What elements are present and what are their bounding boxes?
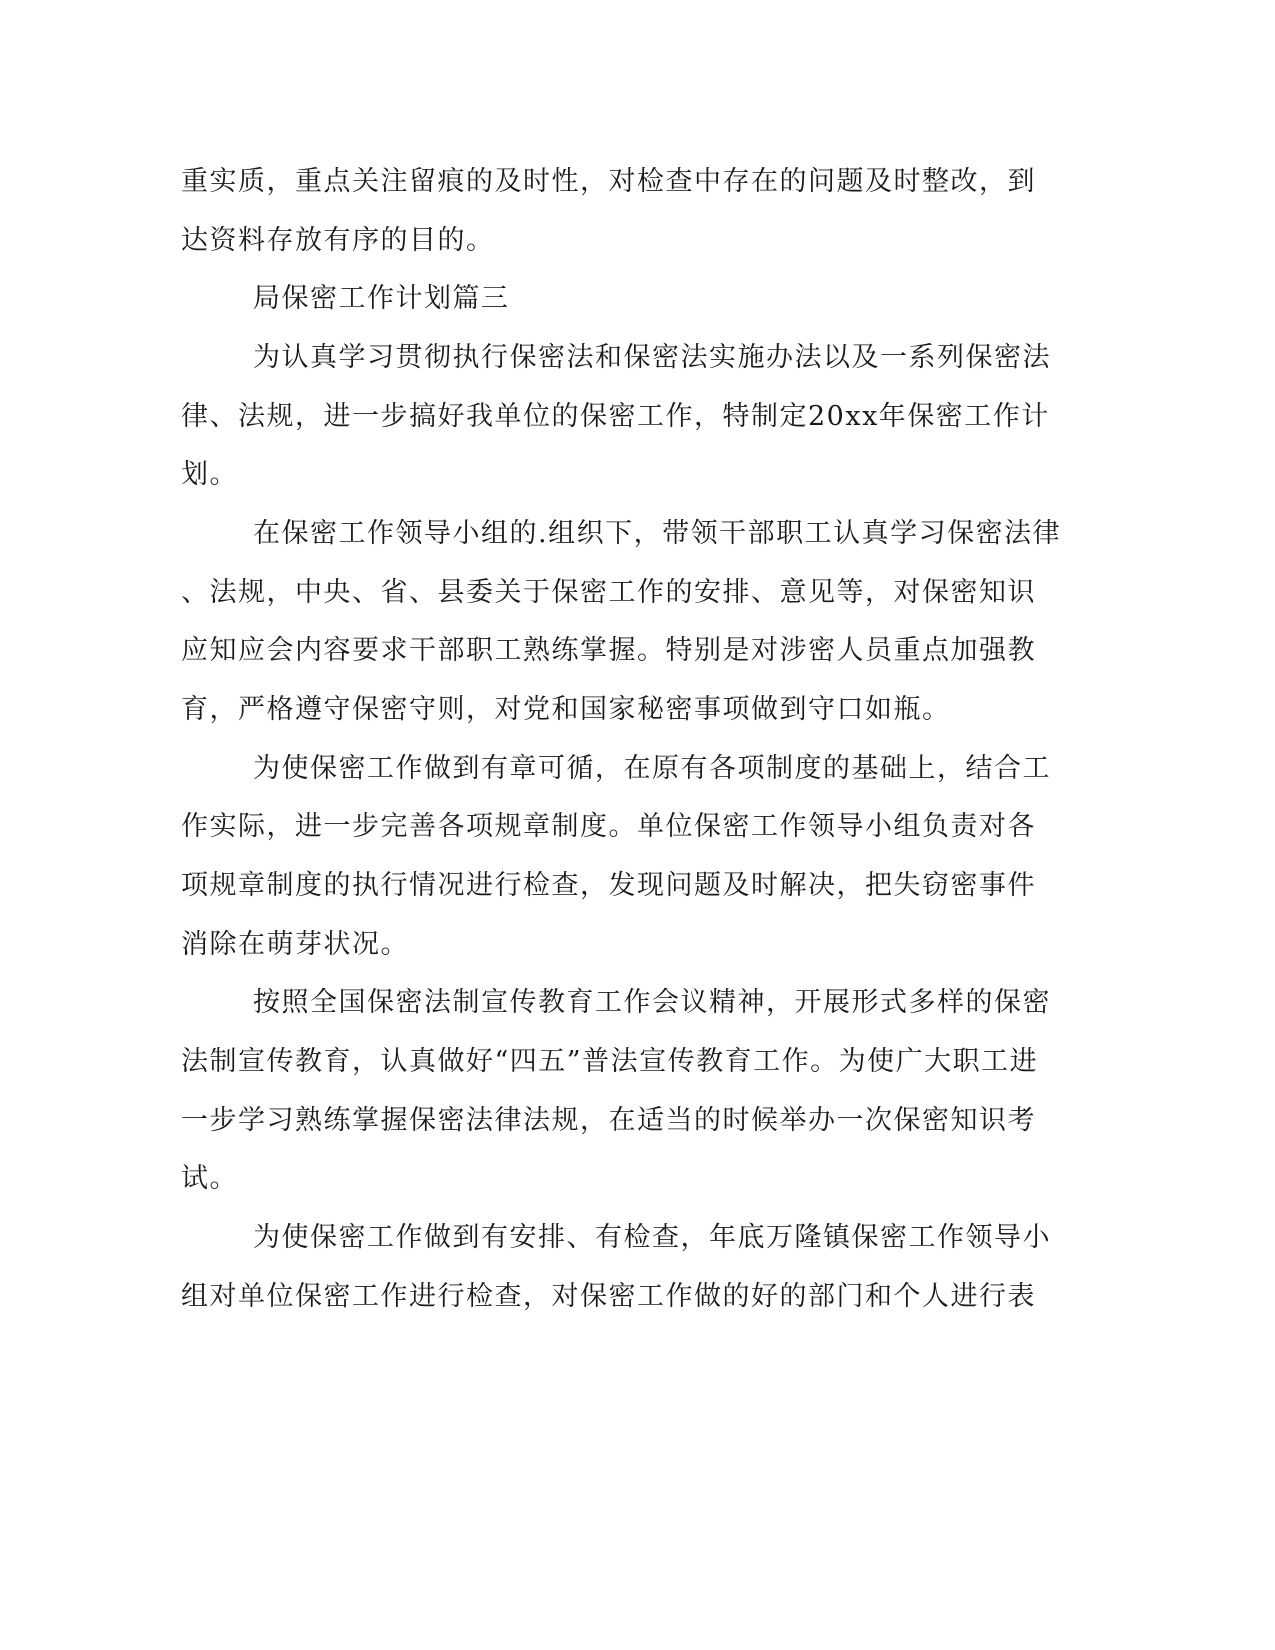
text-line: 法制宣传教育，认真做好“四五”普法宣传教育工作。为使广大职工进 <box>181 1046 1039 1077</box>
text-line: 一步学习熟练掌握保密法律法规，在适当的时候举办一次保密知识考 <box>181 1105 1036 1136</box>
text-line: 按照全国保密法制宣传教育工作会议精神，开展形式多样的保密 <box>253 987 1051 1018</box>
text-line: 育，严格遵守保密守则，对党和国家秘密事项做到守口如瓶。 <box>181 694 951 725</box>
text-line: 在保密工作领导小组的.组织下，带领干部职工认真学习保密法律 <box>253 518 1062 549</box>
text-line: 作实际，进一步完善各项规章制度。单位保密工作领导小组负责对各 <box>181 811 1036 842</box>
text-line: 消除在萌芽状况。 <box>181 929 409 960</box>
text-line: 律、法规，进一步搞好我单位的保密工作，特制定20xx年保密工作计 <box>181 401 1050 432</box>
text-line: 为使保密工作做到有章可循，在原有各项制度的基础上，结合工 <box>253 753 1051 784</box>
text-line: 应知应会内容要求干部职工熟练掌握。特别是对涉密人员重点加强教 <box>181 635 1036 666</box>
text-line: 达资料存放有序的目的。 <box>181 225 495 256</box>
text-line: 试。 <box>181 1163 238 1194</box>
text-line: 、法规，中央、省、县委关于保密工作的安排、意见等，对保密知识 <box>181 577 1036 608</box>
text-line: 项规章制度的执行情况进行检查，发现问题及时解决，把失窃密事件 <box>181 870 1036 901</box>
text-line: 为认真学习贯彻执行保密法和保密法实施办法以及一系列保密法 <box>253 342 1051 373</box>
section-heading: 局保密工作计划篇三 <box>253 283 510 314</box>
text-line: 为使保密工作做到有安排、有检查，年底万隆镇保密工作领导小 <box>253 1222 1051 1253</box>
text-line: 重实质，重点关注留痕的及时性，对检查中存在的问题及时整改，到 <box>181 166 1036 197</box>
text-line: 组对单位保密工作进行检查，对保密工作做的好的部门和个人进行表 <box>181 1281 1036 1312</box>
text-line: 划。 <box>181 459 238 490</box>
